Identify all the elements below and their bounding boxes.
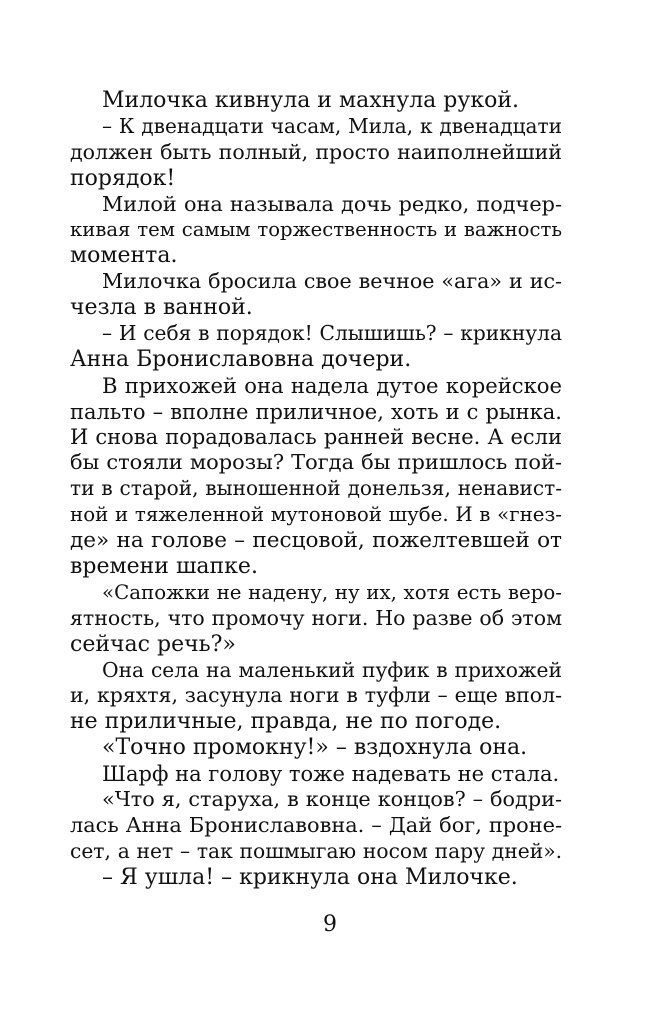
text-line: «Точно промокну!» – вздохнула она. xyxy=(102,735,528,761)
text-line: лась Анна Брониславовна. – Дай бог, проне- xyxy=(70,812,562,837)
text-line: чезла в ванной. xyxy=(70,295,253,321)
paragraph xyxy=(70,192,562,270)
text-line: – И себя в порядок! Слышишь? – крикнула xyxy=(102,321,562,346)
text-line: ятность, что промочу ноги. Но разве об этом xyxy=(70,605,562,630)
text-line: Анна Брониславовна дочери. xyxy=(70,346,412,372)
text-line: ти в старой, выношенной донельзя, ненавист- xyxy=(70,476,562,501)
book-page-text xyxy=(70,88,562,891)
text-line: порядок! xyxy=(70,165,176,191)
text-line: Милой она называла дочь редко, подчер- xyxy=(102,191,562,216)
text-line: Она села на маленький пуфик в прихожей xyxy=(102,657,562,682)
text-line: «Что я, старуха, в конце концов? – бодри- xyxy=(102,787,562,812)
paragraph xyxy=(70,580,562,658)
paragraph xyxy=(70,321,562,373)
text-line: сейчас речь?» xyxy=(70,631,236,657)
text-line: Шарф на голову тоже надевать не стала. xyxy=(102,761,560,787)
paragraph xyxy=(70,787,562,865)
text-line: кивая тем самым торжественность и важность xyxy=(70,218,562,242)
paragraph xyxy=(70,373,562,580)
text-line: де» на голове – песцовой, пожелтевшей от xyxy=(70,528,562,554)
text-line: бы стояли морозы? Тогда бы пришлось пой- xyxy=(70,450,562,475)
text-line: и, кряхтя, засунула ноги в туфли – еще впол- xyxy=(70,683,562,708)
text-line: И снова порадовалась ранней весне. А если xyxy=(70,424,562,449)
text-line: «Сапожки не надену, ну их, хотя есть веро- xyxy=(102,580,562,604)
text-line: – Я ушла! – крикнула она Милочке. xyxy=(102,864,518,890)
text-line: Милочка бросила свое вечное «ага» и ис- xyxy=(102,269,562,294)
page-number: 9 xyxy=(323,912,337,937)
text-line: В прихожей она надела дутое корейское xyxy=(102,372,562,398)
paragraph xyxy=(70,761,562,787)
paragraph xyxy=(70,269,562,321)
text-line: не приличные, правда, не по погоде. xyxy=(70,709,502,735)
paragraph xyxy=(70,88,562,114)
text-line: пальто – вполне приличное, хоть и с рынка. xyxy=(70,398,562,424)
text-line: ной и тяжеленной мутоновой шубе. И в «гнез- xyxy=(70,503,562,527)
text-line: должен быть полный, просто наиполнейший xyxy=(70,139,562,164)
paragraph xyxy=(70,735,562,761)
text-line: – К двенадцати часам, Мила, к двенадцати xyxy=(102,113,562,138)
paragraph xyxy=(70,865,562,891)
text-line: Милочка кивнула и махнула рукой. xyxy=(102,88,519,113)
paragraph xyxy=(70,114,562,192)
text-line: сет, а нет – так пошмыгаю носом пару дней». xyxy=(70,838,562,863)
text-line: времени шапке. xyxy=(70,554,258,580)
text-line: момента. xyxy=(70,243,178,269)
paragraph xyxy=(70,658,562,736)
